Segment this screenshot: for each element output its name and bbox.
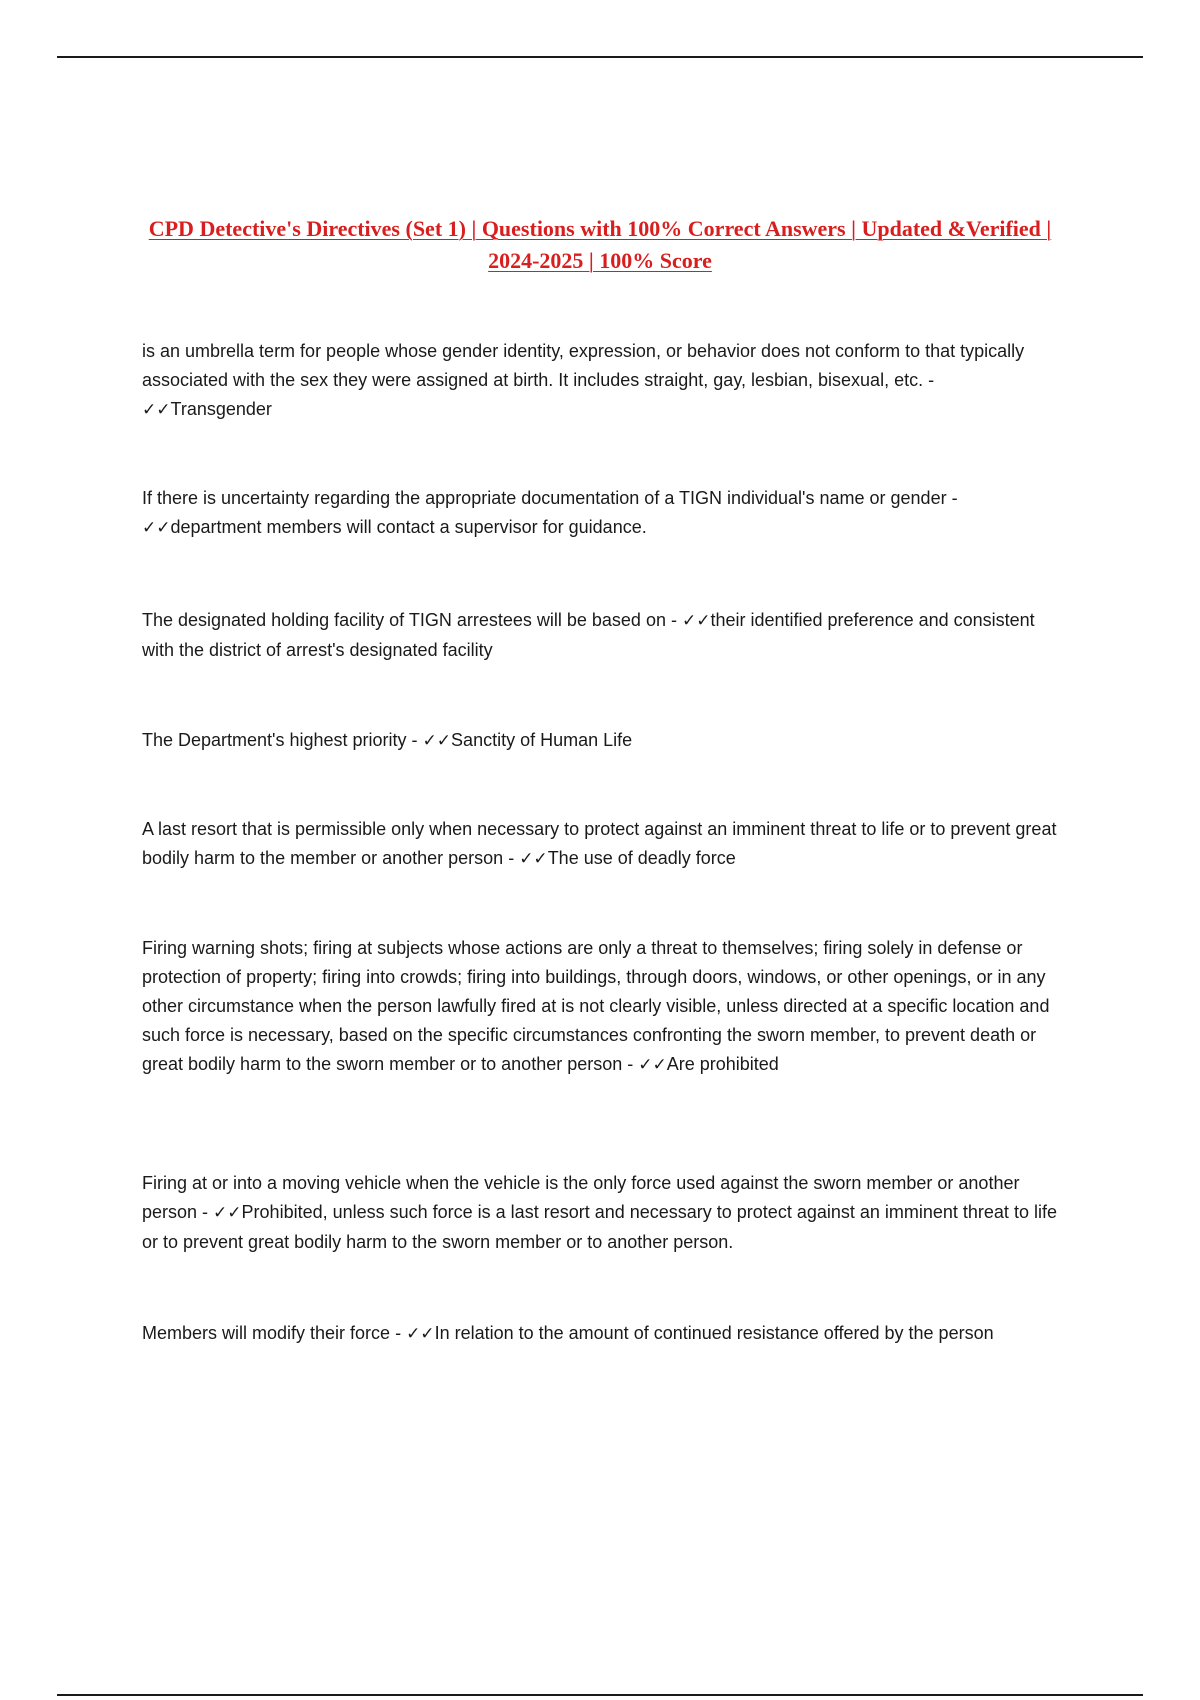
qa-item-4: [142, 726, 1062, 756]
answer-text: Sanctity of Human Life: [451, 730, 633, 750]
question-text: The Department's highest priority -: [142, 730, 423, 750]
question-text: Firing warning shots; firing at subjects whose actions are only a threat to themselves; firing solely in defense or protection of property; firing into crowds; firing into buildings, through doors, windows, or other openings, or in any other circumstance when the person lawfully fired at is not clearly visible, unless directed at a specific location and such force is necessary, based on the specific circumstances confronting the sworn member, to prevent death or great bodily harm to the sworn member or to another person -: [142, 938, 1050, 1074]
answer-text: Are prohibited: [666, 1054, 779, 1074]
question-text: Members will modify their force -: [142, 1323, 407, 1343]
document-title: CPD Detective's Directives (Set 1) | Questions with 100% Correct Answers | Updated &Verified | 2024-2025 | 100% Score: [148, 216, 1052, 273]
answer-text: Transgender: [170, 399, 272, 419]
qa-item-6: [142, 934, 1062, 1080]
qa-item-5: [142, 815, 1062, 874]
answer-text: department members will contact a supervisor for guidance.: [170, 517, 647, 537]
answer-text: In relation to the amount of continued resistance offered by the person: [434, 1323, 994, 1343]
check-icon: ✓✓: [213, 1203, 242, 1223]
question-text: A last resort that is permissible only when necessary to protect against an imminent threat to life or to prevent great bodily harm to the member or another person -: [142, 819, 1057, 868]
question-text: Firing at or into a moving vehicle when the vehicle is the only force used against the sworn member or another person -: [142, 1173, 1020, 1222]
question-text: If there is uncertainty regarding the appropriate documentation of a TIGN individual's name or gender -: [142, 488, 958, 508]
answer-text: The use of deadly force: [547, 848, 736, 868]
check-icon: ✓✓: [638, 1055, 667, 1075]
qa-item-8: [142, 1319, 1062, 1349]
header-rule: [57, 56, 1143, 58]
qa-item-7: [142, 1169, 1062, 1257]
question-text: The designated holding facility of TIGN arrestees will be based on -: [142, 610, 682, 630]
check-icon: ✓✓: [142, 400, 171, 420]
check-icon: ✓✓: [406, 1324, 435, 1344]
check-icon: ✓✓: [681, 611, 711, 631]
question-text: is an umbrella term for people whose gender identity, expression, or behavior does not conform to that typically associated with the sex they were assigned at birth. It includes straight, gay, lesbian, bisexual, etc. -: [142, 341, 1025, 390]
check-icon: ✓✓: [422, 731, 452, 751]
check-icon: ✓✓: [142, 518, 171, 538]
qa-item-2: [142, 484, 1062, 543]
qa-item-3: [142, 606, 1062, 665]
check-icon: ✓✓: [519, 849, 548, 869]
footer-rule: [57, 1694, 1143, 1696]
answer-text: their identified preference and consistent with the district of arrest's designated facility: [142, 610, 1035, 660]
answer-text: Prohibited, unless such force is a last resort and necessary to protect against an imminent threat to life or to prevent great bodily harm to the sworn member or to another person.: [142, 1202, 1057, 1252]
qa-item-1: [142, 337, 1062, 425]
